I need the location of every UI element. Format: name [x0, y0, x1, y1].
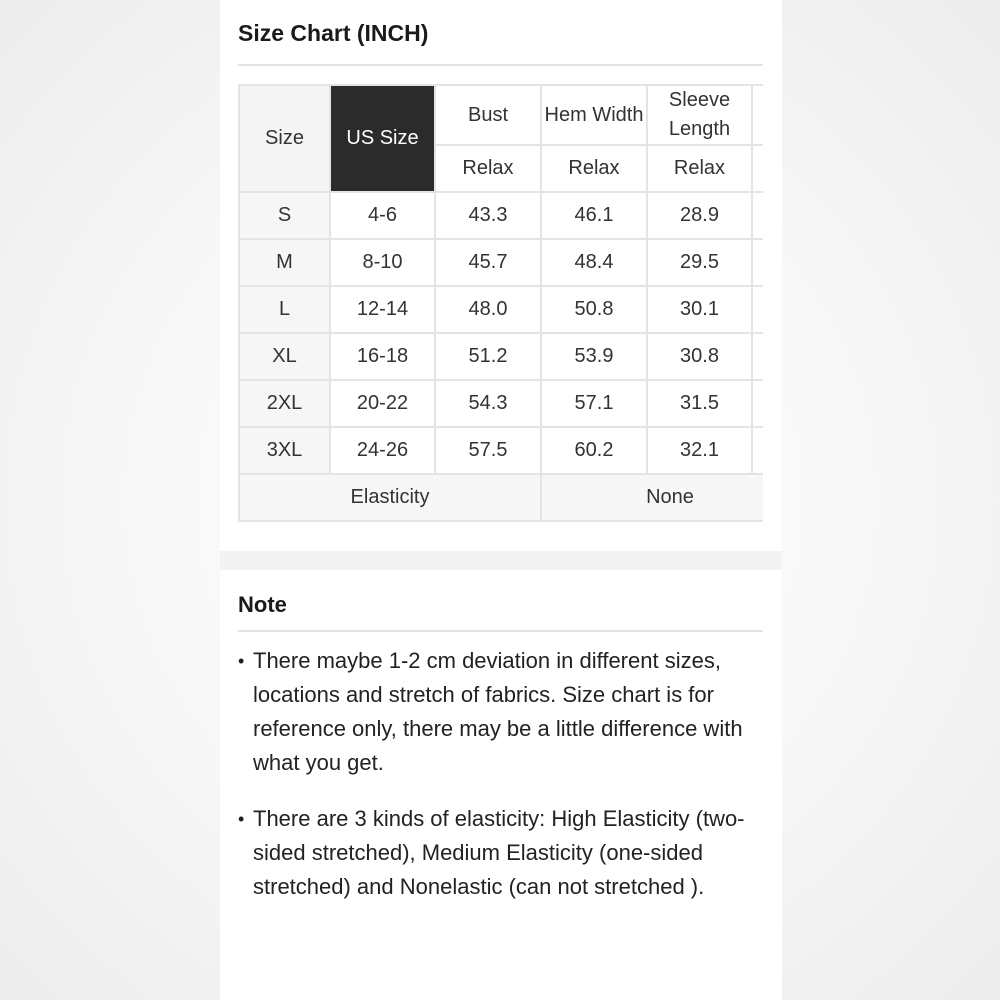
us-size-value: 12-14 [330, 286, 435, 333]
overflow-cell [752, 192, 763, 239]
subheader-bust: Relax [435, 145, 541, 192]
elasticity-value-text: None [646, 486, 694, 508]
overflow-cell [752, 333, 763, 380]
hem-width-value: 53.9 [541, 333, 647, 380]
bust-value: 57.5 [435, 427, 541, 474]
header-us-size: US Size [330, 85, 435, 192]
hem-width-value: 50.8 [541, 286, 647, 333]
header-row [239, 85, 763, 145]
sleeve-length-value: 30.1 [647, 286, 752, 333]
bust-value: 43.3 [435, 192, 541, 239]
size-label: M [239, 239, 330, 286]
size-chart-card [220, 0, 782, 551]
size-label: 2XL [239, 380, 330, 427]
bust-value: 45.7 [435, 239, 541, 286]
elasticity-label: Elasticity [239, 474, 541, 521]
table-row [239, 239, 763, 286]
overflow-cell [752, 427, 763, 474]
header-size: Size [239, 85, 330, 192]
bullet-icon: • [238, 651, 245, 671]
sleeve-length-value: 32.1 [647, 427, 752, 474]
size-table-wrapper [238, 84, 763, 533]
header-hem-width: Hem Width [541, 85, 647, 145]
header-sleeve-length: Sleeve Length [647, 85, 752, 145]
overflow-cell [752, 380, 763, 427]
bust-value: 51.2 [435, 333, 541, 380]
elasticity-value [541, 474, 763, 521]
sleeve-length-value: 30.8 [647, 333, 752, 380]
list-item [238, 644, 768, 780]
header-overflow-cell [752, 85, 763, 145]
subheader-overflow-cell [752, 145, 763, 192]
note-list [238, 644, 768, 926]
subheader-hem-width: Relax [541, 145, 647, 192]
section-gap [220, 551, 782, 570]
table-row [239, 192, 763, 239]
us-size-value: 24-26 [330, 427, 435, 474]
hem-width-value: 57.1 [541, 380, 647, 427]
subheader-sleeve-length: Relax [647, 145, 752, 192]
table-row [239, 427, 763, 474]
us-size-value: 20-22 [330, 380, 435, 427]
table-row [239, 286, 763, 333]
size-label: 3XL [239, 427, 330, 474]
overflow-cell [752, 286, 763, 333]
hem-width-value: 48.4 [541, 239, 647, 286]
bust-value: 54.3 [435, 380, 541, 427]
us-size-value: 4-6 [330, 192, 435, 239]
bust-value: 48.0 [435, 286, 541, 333]
sleeve-length-value: 28.9 [647, 192, 752, 239]
us-size-value: 8-10 [330, 239, 435, 286]
header-bust: Bust [435, 85, 541, 145]
size-label: XL [239, 333, 330, 380]
note-card [220, 570, 782, 1000]
sleeve-length-value: 29.5 [647, 239, 752, 286]
title-divider [238, 64, 763, 66]
size-label: S [239, 192, 330, 239]
hem-width-value: 60.2 [541, 427, 647, 474]
note-text: There are 3 kinds of elasticity: High Elasticity (two-sided stretched), Medium Elasticity (one-sided stretched) and Nonelastic (can not stretched ). [253, 806, 745, 899]
size-table [238, 84, 763, 522]
note-divider [238, 630, 763, 632]
us-size-value: 16-18 [330, 333, 435, 380]
note-title: Note [238, 592, 287, 617]
size-label: L [239, 286, 330, 333]
hem-width-value: 46.1 [541, 192, 647, 239]
list-item [238, 802, 768, 904]
bullet-icon: • [238, 809, 245, 829]
note-text: There maybe 1-2 cm deviation in different sizes, locations and stretch of fabrics. Size chart is for reference only, there may be a little difference with what you get. [253, 648, 743, 775]
sleeve-length-value: 31.5 [647, 380, 752, 427]
table-row [239, 333, 763, 380]
elasticity-row [239, 474, 763, 521]
size-chart-title: Size Chart (INCH) [238, 20, 429, 46]
table-row [239, 380, 763, 427]
overflow-cell [752, 239, 763, 286]
